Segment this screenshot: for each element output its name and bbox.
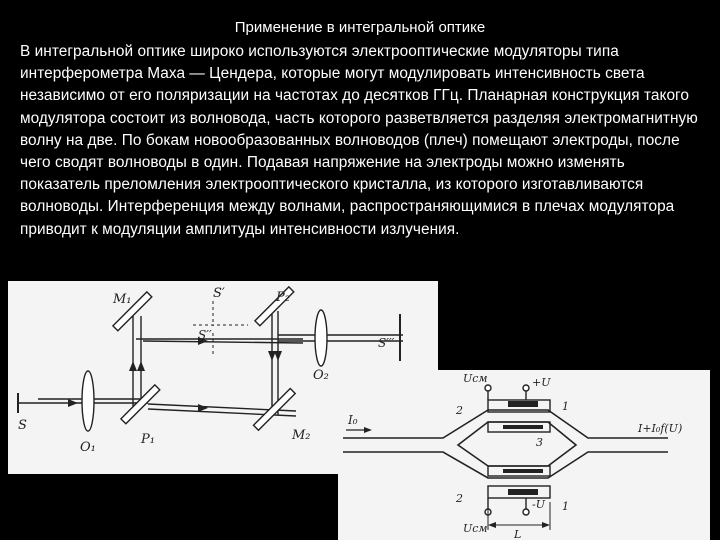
label-o2: O₂ bbox=[313, 368, 329, 383]
label-output-intensity: I+I₀f(U) bbox=[638, 422, 683, 435]
label-electrode-2-top: 2 bbox=[456, 404, 463, 417]
label-bias-voltage-bottom: Uсм bbox=[463, 522, 488, 535]
label-waveguide-3: 3 bbox=[536, 436, 543, 449]
label-p1: P₁ bbox=[141, 432, 155, 447]
label-m1: M₁ bbox=[113, 292, 132, 307]
label-electrode-2-bottom: 2 bbox=[456, 492, 463, 505]
label-s-triple-prime: S′′′ bbox=[378, 336, 395, 350]
label-plus-u: +U bbox=[532, 376, 551, 389]
slide-body-text: В интегральной оптике широко используются электрооптические модуляторы типа интерферометра Маха — Цендера, которые могут модулировать интенсивность света независимо от его поляризации на частотах до десятков ГГц. Планарная конструкция такого модулятора состоит из волновода, часть которого разветвляется разделяя электромагнитную волну на две. По бокам новообразованных волноводов (плеч) помещают электроды, после чего сводят волноводы в один. Подавая напряжение на электроды можно изменять показатель преломления электрооптического кристалла, из которого изготавливаются волноводы. Интерференция между волнами, распространяющимися в плечах модулятора приводит к модуляции амплитуды интенсивности излучения. bbox=[20, 43, 698, 238]
label-s-prime: S′ bbox=[213, 286, 225, 301]
label-m2: M₂ bbox=[292, 428, 311, 443]
label-electrode-length: L bbox=[514, 528, 522, 540]
label-minus-u: -U bbox=[532, 498, 545, 511]
label-electrode-1-top: 1 bbox=[562, 400, 569, 413]
label-input-intensity: I₀ bbox=[348, 413, 358, 427]
integrated-modulator-diagram bbox=[338, 370, 710, 540]
label-electrode-1-bottom: 1 bbox=[562, 500, 569, 513]
label-o1: O₁ bbox=[80, 440, 96, 455]
label-p2: P₂ bbox=[276, 290, 290, 305]
slide-title: Применение в интегральной оптике bbox=[234, 19, 486, 36]
label-s-double-prime: S′′ bbox=[198, 328, 212, 342]
label-s: S bbox=[18, 418, 27, 433]
label-bias-voltage-top: Uсм bbox=[463, 372, 488, 385]
